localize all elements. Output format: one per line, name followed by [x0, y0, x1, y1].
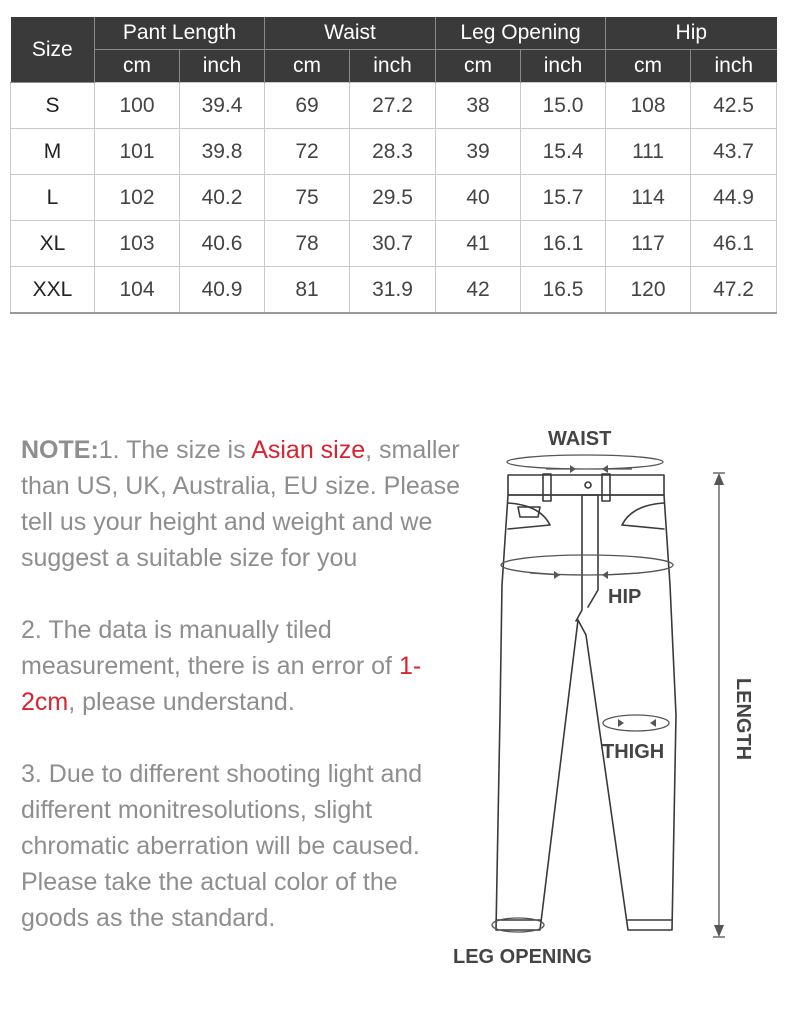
note-text: , smaller than US, UK, Australia, EU size. Please tell us your height and weight and we suggest a suitable size for you	[21, 436, 461, 572]
pants-coin-pocket	[518, 507, 540, 517]
table-cell: 114	[606, 175, 691, 221]
note-paragraph-1	[21, 432, 461, 576]
table-row	[11, 129, 777, 175]
table-cell: 40	[436, 175, 521, 221]
table-cell: 111	[606, 129, 691, 175]
unit-header: inch	[691, 50, 777, 83]
table-row	[11, 83, 777, 129]
table-cell: 39	[436, 129, 521, 175]
size-cell: M	[11, 129, 95, 175]
table-cell: 102	[95, 175, 180, 221]
table-cell: 42.5	[691, 83, 777, 129]
table-cell: 42	[436, 267, 521, 314]
table-cell: 69	[265, 83, 350, 129]
table-cell: 104	[95, 267, 180, 314]
unit-header: cm	[265, 50, 350, 83]
table-cell: 40.2	[180, 175, 265, 221]
table-cell: 100	[95, 83, 180, 129]
table-cell: 41	[436, 221, 521, 267]
belt-loop	[602, 474, 610, 501]
table-cell: 29.5	[350, 175, 436, 221]
table-cell: 108	[606, 83, 691, 129]
table-cell: 120	[606, 267, 691, 314]
notes-block	[21, 432, 461, 936]
table-cell: 40.6	[180, 221, 265, 267]
waist-measure-ellipse	[507, 455, 663, 469]
pants-measurement-diagram	[453, 425, 775, 985]
table-cell: 16.1	[521, 221, 606, 267]
table-cell: 40.9	[180, 267, 265, 314]
hip-measure-ellipse	[501, 555, 673, 575]
table-cell: 75	[265, 175, 350, 221]
table-cell: 81	[265, 267, 350, 314]
unit-header: cm	[606, 50, 691, 83]
table-cell: 28.3	[350, 129, 436, 175]
table-cell: 38	[436, 83, 521, 129]
hip-label: HIP	[608, 586, 642, 608]
belt-loop	[543, 474, 551, 501]
table-cell: 103	[95, 221, 180, 267]
thigh-label: THIGH	[602, 741, 665, 763]
table-row	[11, 175, 777, 221]
table-cell: 72	[265, 129, 350, 175]
size-cell: L	[11, 175, 95, 221]
size-chart-table	[10, 17, 777, 314]
unit-header: inch	[180, 50, 265, 83]
unit-header: inch	[521, 50, 606, 83]
note-text: 2. The data is manually tiled measurement, there is an error of	[21, 616, 399, 680]
note-label: NOTE:	[21, 436, 99, 464]
unit-header: cm	[436, 50, 521, 83]
pants-fly	[576, 495, 598, 621]
table-cell: 15.4	[521, 129, 606, 175]
pants-waistband	[508, 475, 664, 495]
thigh-measure-ellipse	[603, 715, 669, 731]
table-cell: 39.4	[180, 83, 265, 129]
leg-opening-label: LEG OPENING	[453, 946, 592, 968]
table-cell: 117	[606, 221, 691, 267]
table-cell: 39.8	[180, 129, 265, 175]
size-cell: XL	[11, 221, 95, 267]
table-cell: 43.7	[691, 129, 777, 175]
table-row	[11, 267, 777, 314]
table-unit-row	[11, 50, 777, 83]
note-paragraph-2	[21, 612, 461, 720]
table-cell: 30.7	[350, 221, 436, 267]
hip-header: Hip	[606, 17, 777, 50]
table-cell: 16.5	[521, 267, 606, 314]
table-cell: 46.1	[691, 221, 777, 267]
waist-label: WAIST	[548, 428, 612, 450]
error-range-highlight: 1-2cm	[21, 652, 422, 716]
waist-header: Waist	[265, 17, 436, 50]
size-cell: XXL	[11, 267, 95, 314]
size-cell: S	[11, 83, 95, 129]
pants-button	[585, 482, 591, 488]
asian-size-highlight: Asian size	[251, 436, 366, 464]
unit-header: inch	[350, 50, 436, 83]
size-header: Size	[11, 17, 95, 83]
length-label: LENGTH	[732, 677, 754, 761]
note-paragraph-3: 3. Due to different shooting light and different monitresolutions, slight chromatic aberration will be caused. Please take the actual color of the goods as the standard.	[21, 760, 423, 932]
unit-header: cm	[95, 50, 180, 83]
table-row	[11, 221, 777, 267]
table-header-row	[11, 17, 777, 50]
table-cell: 47.2	[691, 267, 777, 314]
table-cell: 15.7	[521, 175, 606, 221]
note-text: 1. The size is	[98, 436, 252, 464]
pant-length-header: Pant Length	[95, 17, 265, 50]
table-cell: 101	[95, 129, 180, 175]
pants-pocket	[622, 503, 664, 529]
table-cell: 78	[265, 221, 350, 267]
note-text: , please understand.	[68, 688, 295, 716]
table-cell: 15.0	[521, 83, 606, 129]
leg-opening-header: Leg Opening	[436, 17, 606, 50]
table-cell: 27.2	[350, 83, 436, 129]
table-cell: 31.9	[350, 267, 436, 314]
table-cell: 44.9	[691, 175, 777, 221]
pants-outline	[496, 495, 676, 930]
